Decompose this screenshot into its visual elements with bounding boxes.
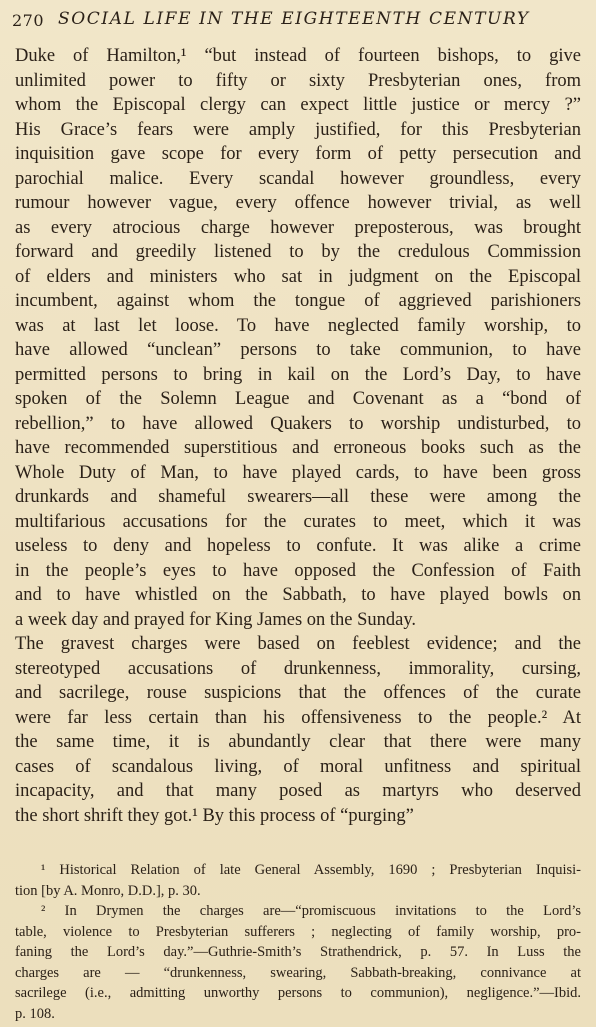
text-line: spoken of the Solemn League and Covenant as a “bond of xyxy=(15,389,581,409)
text-line: His Grace’s fears were amply justified, for this Presbyterian xyxy=(15,119,581,140)
text-line: Whole Duty of Man, to have played cards, to have been gross xyxy=(15,462,581,483)
text-line: forward and greedily listened to by the credulous Commission xyxy=(15,242,581,262)
text-line: have recommended superstitious and erroneous books such as the xyxy=(15,438,581,458)
text-line: cases of scandalous living, of moral unfitness and spiritual xyxy=(15,756,581,777)
footnote-line: ² In Drymen the charges are—“promiscuous invitations to the Lord’s xyxy=(41,903,581,919)
text-line: as every atrocious charge however preposterous, was brought xyxy=(15,217,581,238)
text-line: multifarious accusations for the curates to meet, which it was xyxy=(15,511,581,532)
text-line: whom the Episcopal clergy can expect little justice or mercy ?” xyxy=(15,95,581,115)
text-line: were far less certain than his offensiveness to the people.² At xyxy=(15,707,581,728)
footnote-line: tion [by A. Monro, D.D.], p. 30. xyxy=(15,882,201,899)
text-line: inquisition gave scope for every form of petty persecution and xyxy=(15,144,581,164)
footnote-line: p. 108. xyxy=(15,1005,55,1022)
text-line: parochial malice. Every scandal however groundless, every xyxy=(15,168,581,189)
text-line: The gravest charges were based on feeblest evidence; and the xyxy=(15,634,581,654)
text-line: rumour however vague, every offence however trivial, as well xyxy=(15,193,581,213)
text-line: incapacity, and that many posed as martyrs who deserved xyxy=(15,781,581,801)
text-line: drunkards and shameful swearers—all these were among the xyxy=(15,487,581,507)
text-line: stereotyped accusations of drunkenness, immorality, cursing, xyxy=(15,658,581,679)
text-line: useless to deny and hopeless to confute. It was alike a crime xyxy=(15,536,581,556)
footnote-line: faning the Lord’s day.”—Guthrie-Smith’s Strathendrick, p. 57. In Luss the xyxy=(15,944,581,960)
footnote-line: charges are — “drunkenness, swearing, Sabbath-breaking, connivance at xyxy=(15,964,581,981)
text-line: of elders and ministers who sat in judgment on the Episcopal xyxy=(15,266,581,287)
text-line: Duke of Hamilton,¹ “but instead of fourteen bishops, to give xyxy=(15,46,581,66)
running-head xyxy=(12,8,582,34)
footnote-line: table, violence to Presbyterian sufferers ; neglecting of family worship, pro- xyxy=(15,923,581,940)
footnote-line: sacrilege (i.e., admitting unworthy persons to communion), negligence.”—Ibid. xyxy=(15,985,581,1001)
text-line: the same time, it is abundantly clear that there were many xyxy=(15,732,581,752)
text-line: and sacrilege, rouse suspicions that the offences of the curate xyxy=(15,683,581,703)
running-title: SOCIAL LIFE IN THE EIGHTEENTH CENTURY xyxy=(58,9,530,29)
text-line: have allowed “unclean” persons to take communion, to have xyxy=(15,340,581,360)
text-line: in the people’s eyes to have opposed the Confession of Faith xyxy=(15,560,581,581)
text-line: the short shrift they got.¹ By this process of “purging” xyxy=(15,805,414,826)
text-line: and to have whistled on the Sabbath, to have played bowls on xyxy=(15,585,581,605)
text-line: was at last let loose. To have neglected family worship, to xyxy=(15,315,581,336)
text-line: incumbent, against whom the tongue of aggrieved parishioners xyxy=(15,291,581,311)
footnote-line: ¹ Historical Relation of late General Assembly, 1690 ; Presbyterian Inquisi- xyxy=(41,862,581,878)
text-line: a week day and prayed for King James on the Sunday. xyxy=(15,609,417,630)
page-number: 270 xyxy=(12,11,45,30)
text-line: permitted persons to bring in kail on the Lord’s Day, to have xyxy=(15,364,581,385)
footnotes xyxy=(15,860,581,1024)
text-line: unlimited power to fifty or sixty Presbyterian ones, from xyxy=(15,70,581,91)
text-line: rebellion,” to have allowed Quakers to worship undisturbed, to xyxy=(15,413,581,434)
body-text xyxy=(15,44,581,828)
